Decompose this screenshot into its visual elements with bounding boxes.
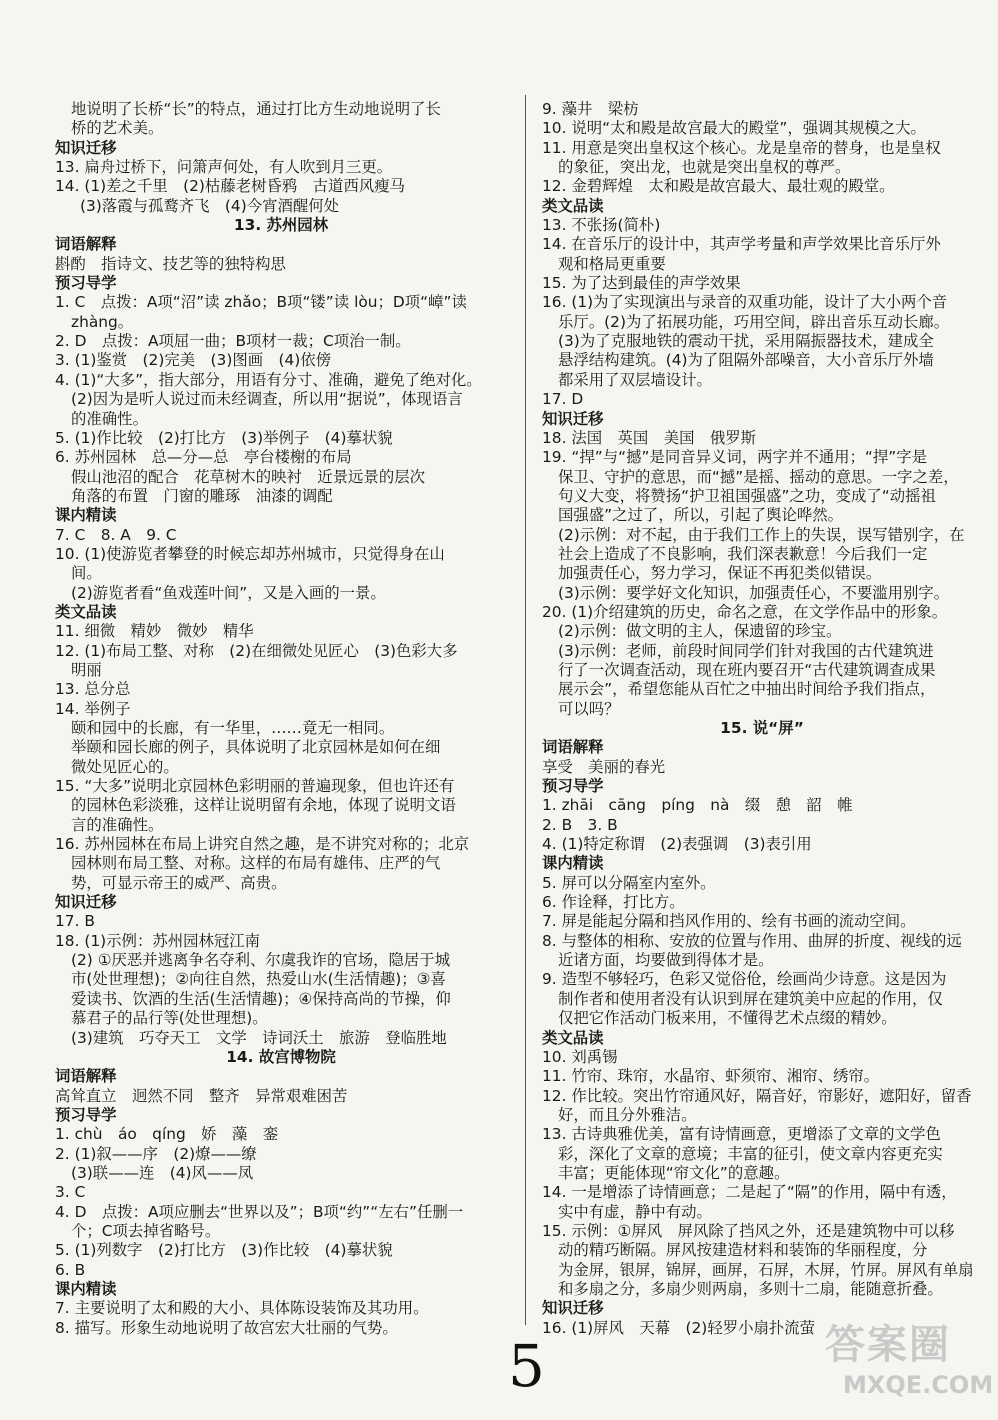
answer-line: 桥的艺术美。 [71, 119, 164, 138]
answer-line: (3)为了克服地铁的震动干扰，采用隔振器技术，建成全 [558, 332, 934, 351]
answer-line: 制作者和使用者没有认识到屏在建筑美中应起的作用，仅 [558, 989, 943, 1008]
answer-line: 16. (1)为了实现演出与录音的双重功能，设计了大小两个音 [542, 293, 948, 312]
answer-line: 享受 美丽的春光 [542, 757, 666, 776]
answer-line: 12. (1)布局工整、对称 (2)在细微处见匠心 (3)色彩大多 [55, 641, 458, 660]
answer-line: 6. 作诠释，打比方。 [542, 893, 685, 912]
answer-line: 4. D 点拨：A项应删去“世界以及”；B项“约”“左右”任删一 [55, 1202, 464, 1221]
answer-line: 2. D 点拨：A项屈一曲；B项材一裁；C项治一制。 [55, 332, 411, 351]
answer-line: 10. (1)使游览者攀登的时候忘却苏州城市，只觉得身在山 [55, 544, 445, 563]
answer-line: (2) ①厌恶并逃离争名夺利、尔虞我诈的官场，隐居于城 [71, 951, 451, 970]
answer-line: 14. 在音乐厅的设计中，其声学考量和声学效果比音乐厅外 [542, 235, 941, 254]
answer-line: 5. (1)作比较 (2)打比方 (3)举例子 (4)摹状貌 [55, 428, 393, 447]
section-heading: 课内精读 [542, 854, 604, 873]
answer-line: 微处见匠心的。 [71, 757, 179, 776]
answer-line: (2)示例：对不起，由于我们工作上的失误，误写错别字，在 [558, 525, 965, 544]
answer-line: 10. 刘禹锡 [542, 1047, 618, 1066]
answer-line: 加强责任心，努力学习，保证不再犯类似错误。 [558, 564, 882, 583]
answer-line: 慕君子的品行等(处世理想)。 [71, 1009, 268, 1028]
answer-line: 观和格局更重要 [558, 254, 666, 273]
answer-line: 为金屏，银屏，锦屏，画屏，石屏，木屏，竹屏。屏风有单扇 [558, 1260, 974, 1279]
answer-line: 都采用了双层墙设计。 [558, 370, 712, 389]
left-column [55, 100, 507, 1338]
answer-line: 仅把它作活动门板来用，不懂得艺术点缀的精妙。 [558, 1009, 897, 1028]
answer-line: 18. (1)示例：苏州园林冠江南 [55, 931, 261, 950]
answer-line: 丰富；更能体现“帘文化”的意趣。 [558, 1163, 790, 1182]
answer-line: 举颐和园长廊的例子，具体说明了北京园林是如何在细 [71, 738, 441, 757]
section-heading: 类文品读 [55, 602, 117, 621]
answer-line: 12. 金碧辉煌 太和殿是故宫最大、最壮观的殿堂。 [542, 177, 895, 196]
lesson-title: 15. 说“屏” [720, 719, 804, 737]
answer-line: 高耸直立 迥然不同 整齐 异常艰难困苦 [55, 1086, 348, 1105]
watermark-logo [825, 1320, 994, 1410]
answer-line: 4. (1)“大多”，指大部分，用语有分寸、准确，避免了绝对化。 [55, 370, 482, 389]
answer-line: 社会上造成了不良影响，我们深表歉意！今后我们一定 [558, 544, 928, 563]
section-heading: 预习导学 [55, 274, 117, 293]
answer-line: 明丽 [71, 660, 102, 679]
answer-line: 颐和园中的长廊，有一华里，……竟无一相同。 [71, 719, 395, 737]
answer-line: 假山池沼的配合 花草树木的映衬 近景远景的层次 [71, 467, 425, 486]
answer-line: 的准确性。 [71, 409, 148, 428]
lesson-title: 13. 苏州园林 [233, 216, 329, 235]
answer-line: 句义大变，将赞扬“护卫祖国强盛”之功，变成了“动摇祖 [558, 486, 936, 505]
answer-line: 势，可显示帝王的威严、高贵。 [71, 873, 287, 892]
answer-line: 3. (1)鉴赏 (2)完美 (3)图画 (4)依傍 [55, 351, 332, 370]
answer-line: 9. 藻井 梁枋 [542, 100, 639, 118]
answer-line: 11. 竹帘、珠帘，水晶帘、虾须帘、湘帘、绣帘。 [542, 1067, 880, 1086]
section-heading: 类文品读 [542, 196, 604, 215]
answer-line: 18. 法国 英国 美国 俄罗斯 [542, 428, 757, 447]
section-heading: 类文品读 [542, 1028, 604, 1047]
answer-line: zhàng。 [71, 312, 134, 331]
right-column [542, 100, 982, 1338]
answer-line: (2)因为是听人说过而未经调查，所以用“据说”，体现语言 [71, 390, 463, 409]
section-heading: 词语解释 [55, 235, 117, 254]
answer-line: 展示会”，希望您能从百忙之中抽出时间给予我们指点， [558, 680, 936, 699]
answer-line: 悬浮结构建筑。(4)为了阻隔外部噪音，大小音乐厅外墙 [558, 351, 934, 370]
answer-line: (3)建筑 巧夺天工 文学 诗词沃土 旅游 登临胜地 [71, 1028, 447, 1047]
section-heading: 课内精读 [55, 506, 117, 525]
answer-line: 近诸方面，均要做到得体才是。 [558, 951, 774, 970]
answer-line: 17. B [55, 912, 95, 931]
answer-line: 5. (1)列数字 (2)打比方 (3)作比较 (4)摹状貌 [55, 1241, 393, 1260]
answer-line: 5. 屏可以分隔室内室外。 [542, 873, 716, 892]
answer-line: 8. 与整体的相称、安放的位置与作用、曲屏的折度、视线的远 [542, 931, 962, 950]
answer-line: (2)游览者看“鱼戏莲叶间”，又是入画的一景。 [71, 583, 386, 602]
answer-line: 言的准确性。 [71, 815, 164, 834]
answer-line: 12. 作比较。突出竹帘通风好，隔音好，帘影好，遮阳好，留香 [542, 1086, 972, 1105]
answer-line: (3)联——连 (4)风——凤 [71, 1163, 254, 1182]
answer-line: 7. C 8. A 9. C [55, 525, 177, 544]
answer-line: 3. C [55, 1183, 86, 1202]
answer-line: (3)落霞与孤鹜齐飞 (4)今宵酒醒何处 [80, 196, 340, 215]
column-divider [525, 95, 526, 1325]
answer-line: 11. 细微 精妙 微妙 精华 [55, 622, 254, 641]
answer-line: 动的精巧断隔。屏风按建造材料和装饰的华丽程度，分 [558, 1241, 928, 1260]
answer-line: 17. D [542, 390, 584, 409]
answer-line: 1. C 点拨：A项“沼”读 zhǎo；B项“镂”读 lòu；D项“嶂”读 [55, 293, 467, 312]
answer-line: 角落的布置 门窗的雕琢 油漆的调配 [71, 486, 333, 505]
answer-line: (3)示例：要学好文化知识，加强责任心，不要滥用别字。 [558, 583, 950, 602]
answer-line: 8. 描写。形象生动地说明了故宫宏大壮丽的气势。 [55, 1318, 398, 1337]
watermark-title: 答案圈 [825, 1322, 951, 1368]
section-heading: 知识迁移 [55, 138, 117, 157]
answer-line: 11. 用意是突出皇权这个核心。龙是皇帝的替身，也是皇权 [542, 138, 941, 157]
section-heading: 词语解释 [55, 1067, 117, 1086]
answer-line: 7. 屏是能起分隔和挡风作用的、绘有书画的流动空间。 [542, 912, 916, 931]
answer-line: 13. 不张扬(简朴) [542, 216, 661, 235]
answer-line: 斟酌 指诗文、技艺等的独特构思 [55, 254, 286, 273]
answer-line: 1. chù áo qíng 娇 藻 銮 [55, 1125, 279, 1144]
answer-line: 16. 苏州园林在布局上讲究自然之趣，是不讲究对称的；北京 [55, 835, 470, 854]
answer-line: 14. 举例子 [55, 699, 131, 718]
section-heading: 词语解释 [542, 738, 604, 757]
section-heading: 预习导学 [542, 777, 604, 796]
lesson-title: 14. 故宫博物院 [226, 1047, 336, 1066]
section-heading: 课内精读 [55, 1279, 117, 1298]
answer-line: 14. 一是增添了诗情画意；二是起了“隔”的作用，隔中有透， [542, 1183, 957, 1202]
answer-line: 20. (1)介绍建筑的历史，命名之意，在文学作品中的形象。 [542, 602, 948, 621]
section-heading: 知识迁移 [542, 1299, 604, 1318]
answer-line: 6. 苏州园林 总—分—总 亭台楼榭的布局 [55, 448, 352, 467]
answer-line: 14. (1)差之千里 (2)枯藤老树昏鸦 古道西风瘦马 [55, 177, 406, 196]
answer-line: 7. 主要说明了太和殿的大小、具体陈设装饰及其功用。 [55, 1299, 429, 1318]
answer-line: 实中有虚，静中有动。 [558, 1202, 712, 1221]
answer-line: 10. 说明“太和殿是故宫最大的殿堂”，强调其规模之大。 [542, 119, 926, 138]
answer-line: 13. 扁舟过桥下，问箫声何处，有人吹到月三更。 [55, 158, 393, 177]
answer-line: 保卫、守护的意思，而“撼”是摇、摇动的意思。一字之差， [558, 467, 959, 486]
answer-line: 1. zhāi cāng píng nà 缀 憩 韶 帷 [542, 796, 853, 815]
answer-line: 的园林色彩淡雅，这样让说明留有余地，体现了说明文语 [71, 796, 456, 815]
answer-line: 个；C项去掉省略号。 [71, 1221, 221, 1240]
answer-line: 2. (1)叙——序 (2)燎——缭 [55, 1144, 257, 1163]
page-number: 5 [508, 1332, 545, 1400]
answer-line: 19. “捍”与“撼”是同音异义词，两字并不通用；“捍”字是 [542, 448, 928, 467]
answer-line: 13. 总分总 [55, 680, 131, 699]
answer-line: 地说明了长桥“长”的特点，通过打比方生动地说明了长 [71, 100, 441, 118]
answer-line: 彩，深化了文章的意境；丰富的征引，使文章内容更充实 [558, 1144, 943, 1163]
answer-line: 间。 [71, 564, 102, 583]
answer-line: 和多扇之分，多扇少则两扇，多则十二扇，能随意折叠。 [558, 1279, 943, 1298]
answer-line: (2)示例：做文明的主人，保遗留的珍宝。 [558, 622, 842, 641]
section-heading: 预习导学 [55, 1105, 117, 1124]
answer-line: (3)示例：老师，前段时间同学们针对我国的古代建筑进 [558, 641, 934, 660]
answer-line: 行了一次调查活动，现在班内要召开“古代建筑调查成果 [558, 660, 936, 679]
answer-line: 9. 造型不够轻巧，色彩又觉俗伧，绘画尚少诗意。这是因为 [542, 970, 947, 989]
section-heading: 知识迁移 [55, 893, 117, 912]
answer-line: 乐厅。(2)为了拓展功能，巧用空间，辟出音乐互动长廊。 [558, 312, 950, 331]
answer-line: 4. (1)特定称谓 (2)表强调 (3)表引用 [542, 835, 812, 854]
answer-line: 15. 示例：①屏风 屏风除了挡风之外，还是建筑物中可以移 [542, 1221, 955, 1240]
answer-line: 可以吗？ [558, 699, 620, 718]
watermark-url: MXQE.COM [843, 1371, 994, 1399]
answer-line: 15. 为了达到最佳的声学效果 [542, 274, 741, 293]
answer-line: 园林则布局工整、对称。这样的布局有雄伟、庄严的气 [71, 854, 441, 873]
answer-line: 6. B [55, 1260, 86, 1279]
answer-line: 16. (1)屏风 天幕 (2)轻罗小扇扑流萤 [542, 1318, 816, 1337]
answer-line: 好，而且分外雅洁。 [558, 1105, 697, 1124]
section-heading: 知识迁移 [542, 409, 604, 428]
answer-line: 爱读书、饮酒的生活(生活情趣)；④保持高尚的节操，仰 [71, 989, 451, 1008]
answer-line: 15. “大多”说明北京园林色彩明丽的普遍现象，但也许还有 [55, 777, 455, 796]
answer-line: 国强盛”之过了，所以，引起了舆论哗然。 [558, 506, 844, 525]
answer-line: 13. 古诗典雅优美，富有诗情画意，更增添了文章的文学色 [542, 1125, 941, 1144]
answer-line: 市(处世理想)；②向往自然，热爱山水(生活情趣)；③喜 [71, 970, 446, 989]
answer-line: 的象征，突出龙，也就是突出皇权的尊严。 [558, 158, 851, 177]
answer-line: 2. B 3. B [542, 815, 618, 834]
